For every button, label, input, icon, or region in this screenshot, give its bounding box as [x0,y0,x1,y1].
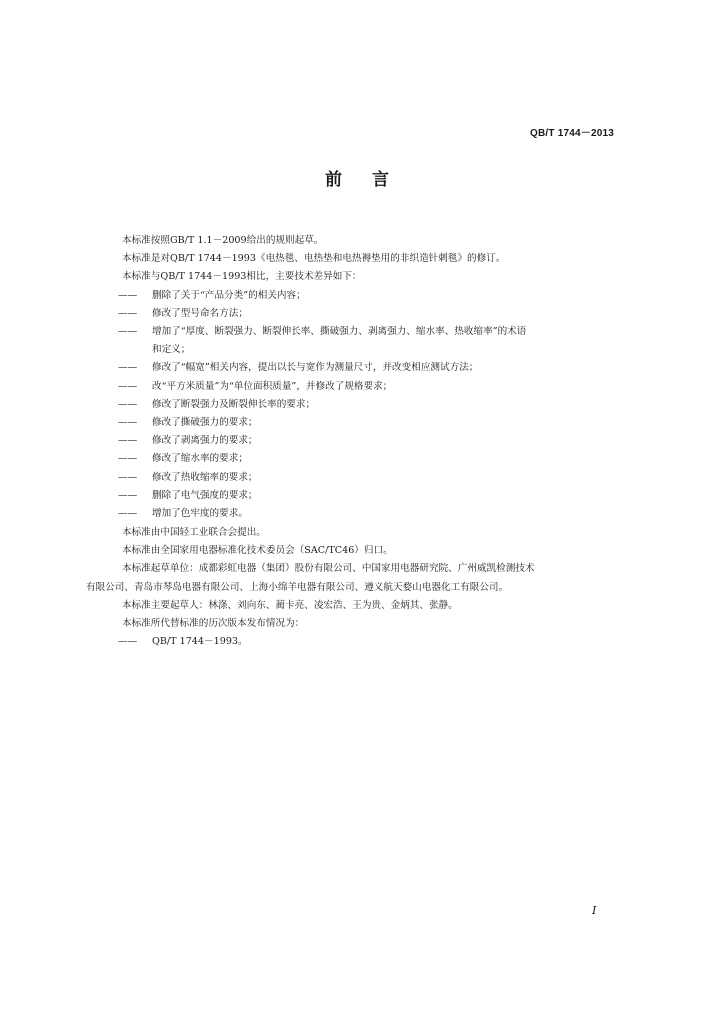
intro-line-1: 本标准按照GB/T 1.1－2009给出的规则起草。 [122,235,324,246]
change-item-dash: —— [118,307,138,319]
change-item-dash: —— [118,508,138,520]
change-item [112,359,622,377]
title-char-1: 前 [325,170,342,190]
change-item [112,487,622,505]
intro-line-3: 本标准与QB/T 1744－1993相比，主要技术差异如下： [122,271,362,283]
change-item-dash: —— [118,362,138,374]
history-intro: 本标准所代替标准的历次版本发布情况为： [122,618,305,630]
change-item-dash: —— [118,435,138,447]
change-item [112,287,622,305]
changes-list [112,287,622,524]
change-item-text: 修改了型号命名方法； [152,307,248,319]
history-item [112,633,622,651]
change-item-dash: —— [118,453,138,465]
closing-block [86,524,622,651]
change-item-text: 增加了色牢度的要求。 [152,508,248,520]
change-item-dash: —— [118,398,138,410]
change-item [112,469,622,487]
change-item-text: 修改了“幅宽”相关内容，提出以长与宽作为测量尺寸，并改变相应测试方法； [152,362,479,374]
change-item-text: 修改了剥离强力的要求； [152,435,258,447]
change-item-dash: —— [118,380,138,392]
change-item-text: 删除了电气强度的要求； [152,489,258,501]
change-item-text: 删除了关于“产品分类”的相关内容； [152,289,306,301]
title-char-2: 言 [372,170,389,190]
standard-code: QB/T 1744－2013 [530,128,614,139]
change-item-text: 修改了撕破强力的要求； [152,417,258,429]
change-item [112,432,622,450]
page-title [0,165,714,190]
change-item-text: 修改了断裂强力及断裂伸长率的要求； [152,398,316,410]
drafters: 本标准主要起草人：林涤、刘向东、蔺卡亮、凌宏浩、王为贵、金炳其、张静。 [122,599,458,611]
change-item [112,396,622,414]
change-item-text: 修改了热收缩率的要求； [152,471,258,483]
drafting-units-line-2: 有限公司、青岛市琴岛电器有限公司、上海小绵羊电器有限公司、遵义航天婺山电器化工有限公司。 [86,581,509,593]
change-item-continuation: 和定义； [152,344,191,356]
change-item [112,305,622,323]
change-item-dash: —— [118,417,138,429]
foreword-body [112,232,622,523]
intro-line-2: 本标准是对QB/T 1744－1993《电热毯、电热垫和电热褥垫用的非织造针刺毯》的修订。 [122,253,506,265]
change-item-text: 修改了缩水率的要求； [152,453,248,465]
change-item [112,414,622,432]
change-item-text: 改“平方米质量”为“单位面积质量”，并修改了规格要求； [152,380,393,392]
drafting-units-line-1: 本标准起草单位：成都彩虹电器（集团）股份有限公司、中国家用电器研究院、广州威凯检测技术 [122,563,535,575]
proposed-by: 本标准由中国轻工业联合会提出。 [122,527,266,538]
change-item [112,505,622,523]
change-item [112,450,622,468]
page-number: I [592,904,597,917]
change-item-dash: —— [118,489,138,501]
change-item [112,323,622,341]
change-item-dash: —— [118,326,138,338]
change-item [112,378,622,396]
change-item-dash: —— [118,289,138,301]
history-item-dash: —— [118,636,138,648]
managed-by: 本标准由全国家用电器标准化技术委员会（SAC/TC46）归口。 [122,545,393,557]
history-item-text: QB/T 1744－1993。 [152,636,248,648]
change-item-dash: —— [118,471,138,483]
change-item-text: 增加了“厚度、断裂强力、断裂伸长率、撕破强力、剥离强力、缩水率、热收缩率”的术语 [152,326,527,338]
